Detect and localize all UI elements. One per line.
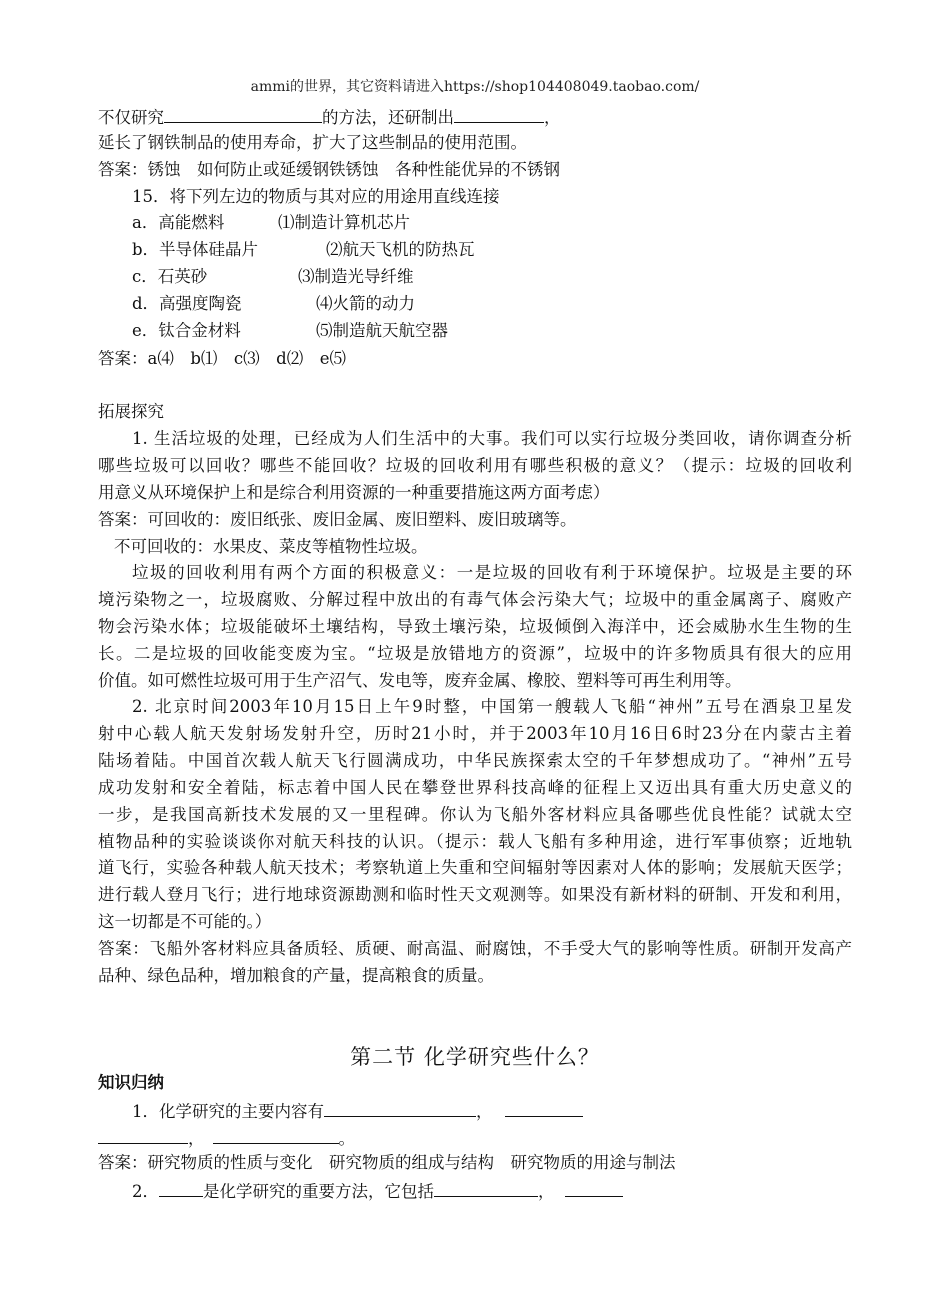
ext-a1-line: 物会污染水体；垃圾能破坏土壤结构，导致土壤污染，垃圾倾倒入海洋中，还会威胁水生生物的生 — [98, 617, 852, 636]
fill-blank[interactable] — [324, 1100, 476, 1117]
text-fragment: 不仅研究 — [98, 108, 164, 127]
ext-a1-line: 境污染物之一，垃圾腐败、分解过程中放出的有毒气体会污染大气；垃圾中的重金属离子、腐败产 — [98, 590, 852, 609]
text-fragment: ， — [544, 108, 561, 127]
fill-blank[interactable] — [505, 1100, 583, 1117]
ext-q2-line: 射中心载人航天发射场发射升空，历时21小时，并于2003年10月16日6时23分在内蒙古主着 — [98, 724, 852, 743]
ext-a2-line: 品种、绿色品种，增加粮食的产量，提高粮食的质量。 — [98, 966, 494, 985]
ext-q2-line: 这一切都是不可能的。） — [98, 912, 272, 931]
ext-q2-line: 植物品种的实验谈谈你对航天科技的认识。（提示：载人飞船有多种用途，进行军事侦察；近地轨 — [98, 832, 852, 851]
ext-q1-line: 1. 生活垃圾的处理，已经成为人们生活中的大事。我们可以实行垃圾分类回收，请你调查分析 — [132, 429, 852, 448]
ext-a1-line: 长。二是垃圾的回收能变废为宝。“垃圾是放错地方的资源”，垃圾中的许多物质具有很大的应用 — [98, 644, 852, 663]
s2-q1-line-2 — [98, 1127, 355, 1149]
q15-right-item: ⑵航天飞机的防热瓦 — [326, 240, 475, 259]
ext-a1-line: 答案：可回收的：废旧纸张、废旧金属、废旧塑料、废旧玻璃等。 — [98, 510, 577, 529]
q15-right-item: ⑸制造航天航空器 — [316, 321, 448, 340]
fill-blank[interactable] — [434, 1180, 538, 1197]
intro-line-1 — [98, 106, 561, 128]
ext-a2-line: 答案：飞船外客材料应具备质轻、质硬、耐高温、耐腐蚀，不手受大气的影响等性质。研制开发高产 — [98, 939, 852, 958]
text-fragment: 1．化学研究的主要内容有 — [132, 1102, 324, 1121]
ext-q2-line: 道飞行，实验各种载人航天技术；考察轨道上失重和空间辐射等因素对人体的影响；发展航天医学； — [98, 858, 852, 877]
fill-blank[interactable] — [565, 1180, 623, 1197]
q15-left-item: d．高强度陶瓷 — [132, 294, 242, 313]
ext-q2-line: 陆场着陆。中国首次载人航天飞行圆满成功，中华民族探索太空的千年梦想成功了。“神州”五号 — [98, 751, 852, 770]
fill-blank[interactable] — [159, 1180, 203, 1197]
extension-heading: 拓展探究 — [98, 402, 164, 421]
text-fragment: ， — [188, 1129, 205, 1148]
fill-blank[interactable] — [98, 1127, 188, 1144]
s2-q1-line-1 — [132, 1100, 583, 1122]
q15-left-item: a．高能燃料 — [132, 213, 225, 232]
s2-q2-line — [132, 1180, 623, 1202]
q15-left-item: e．钛合金材料 — [132, 321, 241, 340]
text-fragment: 是化学研究的重要方法，它包括 — [203, 1182, 434, 1201]
fill-blank[interactable] — [454, 106, 544, 123]
ext-a1-line: 垃圾的回收利用有两个方面的积极意义：一是垃圾的回收有利于环境保护。垃圾是主要的环 — [132, 563, 852, 582]
text-fragment: ， — [476, 1102, 493, 1121]
q15-right-item: ⑴制造计算机芯片 — [278, 213, 410, 232]
fill-blank[interactable] — [213, 1127, 339, 1144]
ext-q1-line: 用意义从环境保护上和是综合利用资源的一种重要措施这两方面考虑） — [98, 483, 610, 502]
section-subheading: 知识归纳 — [98, 1073, 164, 1092]
ext-q2-line: 一步，是我国高新技术发展的又一里程碑。你认为飞船外客材料应具备哪些优良性能？试就太空 — [98, 805, 852, 824]
q15-answer: 答案：a⑷ b⑴ c⑶ d⑵ e⑸ — [98, 349, 346, 368]
q15-title: 15．将下列左边的物质与其对应的用途用直线连接 — [132, 187, 500, 206]
ext-q2-line: 进行载人登月飞行；进行地球资源勘测和临时性天文观测等。如果没有新材料的研制、开发和利用， — [98, 885, 852, 904]
s2-answer: 答案：研究物质的性质与变化 研究物质的组成与结构 研究物质的用途与制法 — [98, 1153, 676, 1172]
q15-left-item: c．石英砂 — [132, 267, 208, 286]
intro-answer: 答案：锈蚀 如何防止或延缓钢铁锈蚀 各种性能优异的不锈钢 — [98, 160, 560, 179]
text-fragment: 2． — [132, 1182, 159, 1201]
text-fragment: ， — [538, 1182, 555, 1201]
ext-q2-line: 2. 北京时间2003年10月15日上午9时整，中国第一艘载人飞船“神州”五号在酒泉卫星发 — [132, 697, 852, 716]
q15-right-item: ⑷火箭的动力 — [316, 294, 415, 313]
q15-right-item: ⑶制造光导纤维 — [298, 267, 414, 286]
section-title: 第二节 化学研究些什么？ — [350, 1045, 600, 1069]
ext-q1-line: 哪些垃圾可以回收？哪些不能回收？垃圾的回收利用有哪些积极的意义？（提示：垃圾的回收利 — [98, 456, 852, 475]
page-header: ammi的世界，其它资料请进入https://shop104408049.taobao.com/ — [250, 79, 700, 95]
q15-left-item: b．半导体硅晶片 — [132, 240, 259, 259]
text-fragment: 的方法，还研制出 — [322, 108, 454, 127]
text-fragment: 。 — [338, 1129, 355, 1148]
ext-a1-line: 价值。如可燃性垃圾可用于生产沼气、发电等，废弃金属、橡胶、塑料等可再生利用等。 — [98, 671, 742, 690]
intro-line-2: 延长了钢铁制品的使用寿命，扩大了这些制品的使用范围。 — [98, 133, 527, 152]
fill-blank[interactable] — [164, 106, 322, 123]
ext-q2-line: 成功发射和安全着陆，标志着中国人民在攀登世界科技高峰的征程上又迈出具有重大历史意义的 — [98, 778, 852, 797]
ext-a1-line: 不可回收的：水果皮、菜皮等植物性垃圾。 — [114, 537, 428, 556]
